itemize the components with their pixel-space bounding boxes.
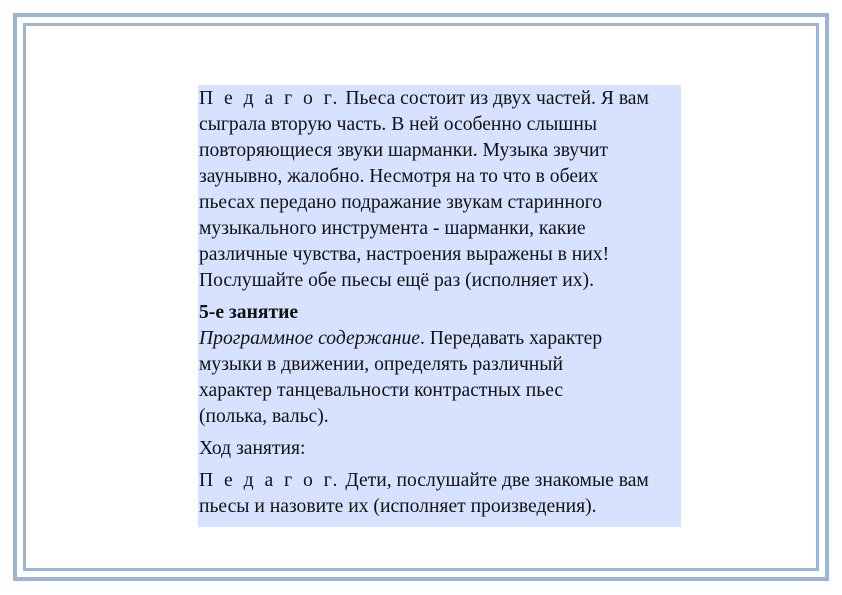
paragraph-teacher-2 <box>199 468 681 520</box>
text-line: П е д а г о г. Дети, послушайте две знакомые вам <box>199 470 649 491</box>
text-line: повторяющиеся звуки шарманки. Музыка звучит <box>199 140 608 161</box>
lesson-heading-block <box>199 300 681 430</box>
text-block <box>198 85 681 527</box>
text-line: (полька, вальс). <box>199 406 329 427</box>
text-line: музыки в движении, определять различный <box>199 354 563 375</box>
text-line: музыкального инструмента - шарманки, какие <box>199 218 586 239</box>
text-line: Ход занятия: <box>199 438 306 459</box>
text-line: характер танцевальности контрастных пьес <box>199 380 564 401</box>
text-line: П е д а г о г. Пьеса состоит из двух частей. Я вам <box>199 88 649 109</box>
text-line: пьесы и назовите их (исполняет произведения). <box>199 496 597 517</box>
course-heading <box>199 436 681 462</box>
program-label: Программное содержание <box>199 328 420 349</box>
text-line: Программное содержание. Передавать характер <box>199 328 603 349</box>
speaker-label: П е д а г о г. <box>199 470 341 491</box>
lesson-heading: 5-е занятие <box>199 302 299 323</box>
text-line: различные чувства, настроения выражены в них! <box>199 244 610 265</box>
paragraph-teacher-1 <box>199 86 681 294</box>
text-line: сыграла вторую часть. В ней особенно слышны <box>199 114 597 135</box>
speaker-label: П е д а г о г. <box>199 88 341 109</box>
text-line: заунывно, жалобно. Несмотря на то что в обеих <box>199 166 599 187</box>
text-line: пьесах передано подражание звукам старинного <box>199 192 603 213</box>
text-line: Послушайте обе пьесы ещё раз (исполняет их). <box>199 270 594 291</box>
